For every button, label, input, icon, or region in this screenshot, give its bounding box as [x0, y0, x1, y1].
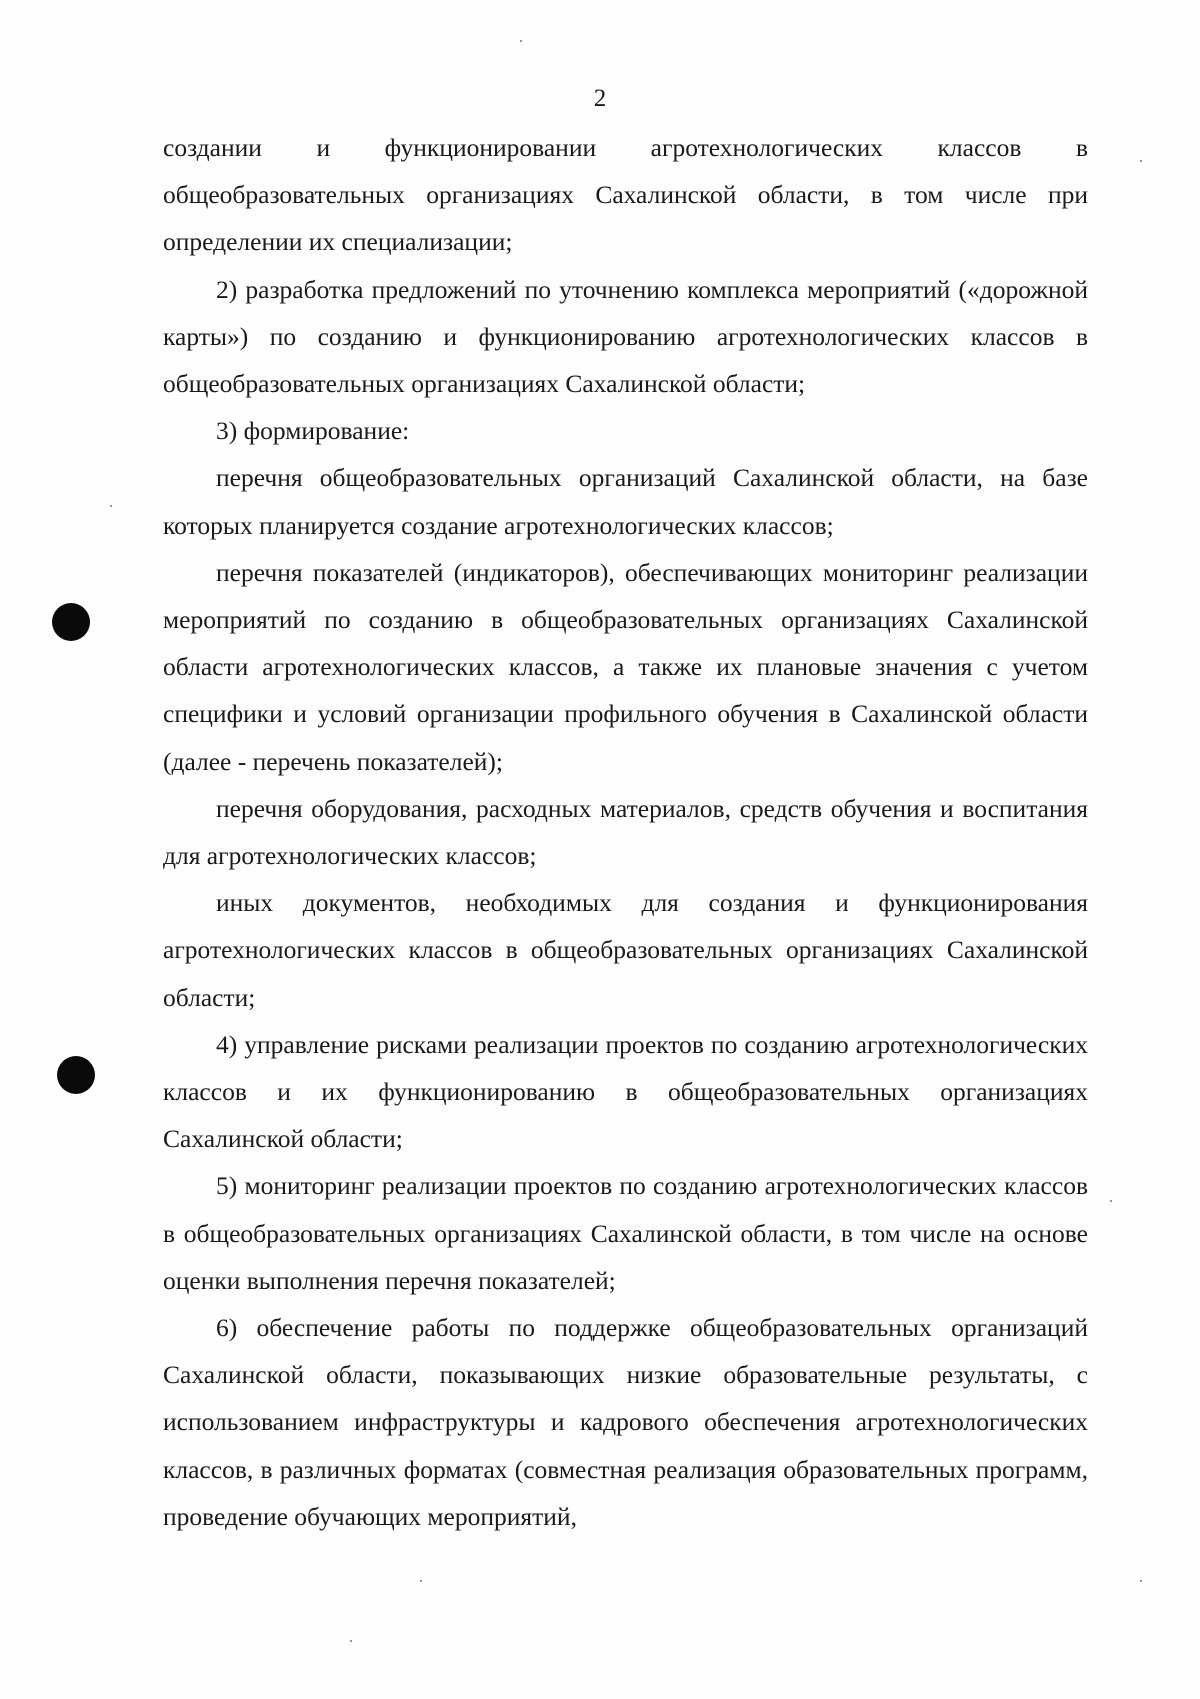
- page-number: 2: [593, 85, 607, 112]
- punch-hole: [52, 603, 90, 641]
- scan-speck: [420, 1580, 422, 1582]
- scan-speck: [1140, 160, 1142, 162]
- paragraph-item-3: 3) формирование:: [216, 416, 410, 446]
- document-body: [163, 124, 1088, 1540]
- punch-hole: [57, 1056, 95, 1094]
- scan-speck: [110, 505, 112, 507]
- paragraph-item-3-list-3: перечня оборудования, расходных материалов, средств обучения и воспитания для агротехнологических классов;: [163, 793, 1088, 871]
- paragraph-item-5: 5) мониторинг реализации проектов по созданию агротехнологических классов в общеобразовательных организациях Сахалинской области, в том числе на основе оценки выполнения перечня показателей;: [163, 1171, 1088, 1295]
- paragraph-item-4: 4) управление рисками реализации проектов по созданию агротехнологических классов и их функционированию в общеобразовательных организациях Сахалинской области;: [163, 1029, 1088, 1154]
- scan-speck: [350, 1640, 352, 1642]
- paragraph-item-2: 2) разработка предложений по уточнению комплекса мероприятий («дорожной карты») по созданию и функционированию агротехнологических классов в общеобразовательных организациях Сахалинской области;: [163, 274, 1088, 399]
- paragraph-item-3-list-1: перечня общеобразовательных организаций Сахалинской области, на базе которых планируется создание агротехнологических классов;: [163, 463, 1088, 540]
- scan-speck: [1140, 1580, 1142, 1582]
- paragraph-item-6: 6) обеспечение работы по поддержке общеобразовательных организаций Сахалинской области, показывающих низкие образовательные результаты, с использованием инфраструктуры и кадрового обеспечения агротехнологических классов, в различных форматах (совместная реализация образовательных программ, проведение обучающих мероприятий,: [163, 1313, 1088, 1531]
- scan-speck: [1110, 1200, 1112, 1202]
- paragraph-continuation: создании и функционировании агротехнологических классов в общеобразовательных организациях Сахалинской области, в том числе при определении их специализации;: [163, 133, 1088, 257]
- paragraph-item-3-list-4: иных документов, необходимых для создания и функционирования агротехнологических классов в общеобразовательных организациях Сахалинской области;: [163, 888, 1088, 1012]
- scan-speck: [520, 40, 522, 42]
- paragraph-item-3-list-2: перечня показателей (индикаторов), обеспечивающих мониторинг реализации мероприятий по созданию в общеобразовательных организациях Сахалинской области агротехнологических классов, а также их плановые значения с учетом специфики и условий организации профильного обучения в Сахалинской области (далее - перечень показателей);: [163, 557, 1088, 776]
